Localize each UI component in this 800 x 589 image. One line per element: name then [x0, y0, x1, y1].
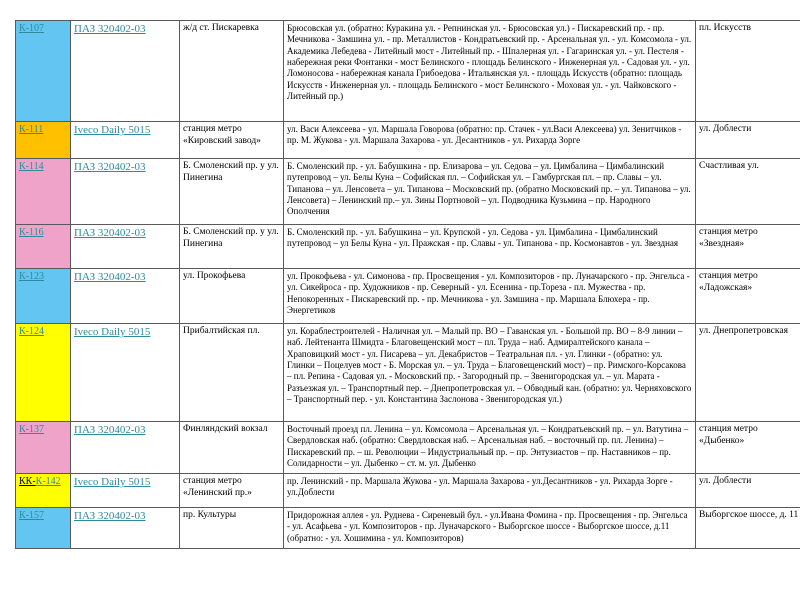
start-point-cell: ж/д ст. Пискаревка [180, 21, 284, 122]
start-point-cell: пр. Культуры [180, 508, 284, 549]
vehicle-model-link[interactable]: Iveco Daily 5015 [74, 476, 151, 488]
route-code-cell [16, 122, 71, 159]
end-point-cell: Выборгское шоссе, д. 11 [696, 508, 800, 549]
route-code-link[interactable]: К-124 [19, 326, 44, 337]
vehicle-model-cell [71, 225, 180, 269]
vehicle-model-cell [71, 21, 180, 122]
table-row [16, 508, 800, 549]
route-code-cell [16, 21, 71, 122]
table-row [16, 269, 800, 324]
route-code-cell [16, 508, 71, 549]
route-code-link[interactable]: К-157 [19, 510, 44, 521]
routes-table [15, 20, 800, 549]
end-point-cell: Счастливая ул. [696, 159, 800, 225]
vehicle-model-link[interactable]: ПАЗ 320402-03 [74, 227, 146, 239]
route-code-link[interactable]: К-142 [35, 476, 61, 487]
end-point-cell: ул. Доблести [696, 122, 800, 159]
vehicle-model-cell [71, 324, 180, 422]
route-description-cell: Брюсовская ул. (обратно: Куракина ул. - Репнинская ул. - Брюсовская ул.) - Пискаревский пр. - пр. Мечникова - Замшина ул. - пр. Металлистов - Кондратьевский пр. - Арсенальная ул. - ул. Комсомола - ул. Академика Лебедева - Литейный мост - Литейный пр. - Шпалерная ул. - Гагаринская ул. - ул. Пестеля - набережная реки Фонтанки - мост Белинского - площадь Белинского - Инженерная ул. - Садовая ул. - ул. Ломоносова - набережная канала Грибоедова - Итальянская ул. - площадь Искусств (обратно: площадь Искусств - Инженерная ул. - площадь Белинского - мост Белинского - Моховая ул. - ул. Чайковского - Литейный пр.) [284, 21, 696, 122]
start-point-cell: Б. Смоленский пр. у ул. Пинегина [180, 225, 284, 269]
end-point-cell: пл. Искусств [696, 21, 800, 122]
route-description-cell: Б. Смоленский пр. - ул. Бабушкина - пр. Елизарова – ул. Седова – ул. Цимбалина – Цимбалинский путепровод – ул. Белы Куна – Софийская пл. – Софийская ул. – Гамбургская пл. – пр. Славы – ул. Типанова – ул. Ленсовета – ул. Типанова – Московский пр. (обратно Московский пр. – ул. Типанова – ул. Ленсовета) – Ленинский пр.– ул. Зины Портновой – ул. Подводника Кузьмина – пр. Народного Ополчения [284, 159, 696, 225]
vehicle-model-cell [71, 474, 180, 508]
table-row [16, 422, 800, 474]
end-point-cell: ул. Днепропетровская [696, 324, 800, 422]
vehicle-model-cell [71, 269, 180, 324]
table-row [16, 324, 800, 422]
route-code-link[interactable]: К-123 [19, 271, 44, 282]
table-row [16, 225, 800, 269]
vehicle-model-cell [71, 159, 180, 225]
route-description-cell: ул. Васи Алексеева - ул. Маршала Говорова (обратно: пр. Стачек - ул.Васи Алексеева) ул. Зенитчиков - пр. М. Жукова - ул. Маршала Захарова - ул. Десантников - ул. Рихарда Зорге [284, 122, 696, 159]
route-code-link[interactable]: К-114 [19, 161, 44, 172]
start-point-cell: Прибалтийская пл. [180, 324, 284, 422]
route-description-cell: ул. Прокофьева - ул. Симонова - пр. Просвещения - ул. Композиторов - пр. Луначарского - пр. Энгельса - ул. Сикейроса - пр. Художников - пр. Северный - ул. Есенина - пр.Тореза - пл. Мужества - пр. Непокоренных - Пискаревский пр. - пр. Мечникова - ул. Замшина - пр. Маршала Блюхера - пр. Энергетиков [284, 269, 696, 324]
vehicle-model-link[interactable]: ПАЗ 320402-03 [74, 424, 146, 436]
vehicle-model-cell [71, 122, 180, 159]
route-code-cell [16, 225, 71, 269]
route-code-prefix: КК- [19, 476, 36, 487]
vehicle-model-link[interactable]: ПАЗ 320402-03 [74, 161, 146, 173]
route-code-cell [16, 159, 71, 225]
start-point-cell: станция метро «Ленинский пр.» [180, 474, 284, 508]
route-description-cell: ул. Кораблестроителей - Наличная ул. – Малый пр. ВО – Гаванская ул. - Большой пр. ВО – 8-9 линии – наб. Лейтенанта Шмидта - Благовещенский мост – пл. Труда – наб. Адмиралтейского канала – Храповицкий мост - ул. Писарева – ул. Декабристов – Театральная пл. - ул. Глинки - (обратно: ул. Глинки – Поцелуев мост - Б. Морская ул. – ул. Труда – Благовещенский мост) – пр. Римского-Корсакова – пл. Репина - Садовая ул. - Московский пр. - Загородный пр. – Звенигородская ул. – ул. Марата - Разъезжая ул. – Транспортный пер. – Днепропетровская ул. – Обводный кан. (обратно: ул. Черняховского – Транспортный пер. - ул. Константина Заслонова - Звенигородская ул.) [284, 324, 696, 422]
vehicle-model-link[interactable]: ПАЗ 320402-03 [74, 271, 146, 283]
start-point-cell: Финляндский вокзал [180, 422, 284, 474]
route-description-cell: Восточный проезд пл. Ленина – ул. Комсомола – Арсенальная ул. – Кондратьевский пр. – ул. Ватутина – Свердловская наб. (обратно: Свердловская наб. – Арсенальная наб. – восточный пр. пл. Ленина) – Пискаревский пр. – ш. Революции – Индустриальный пр. – пр. Энтузиастов – пр. Наставников – пр. Солидарности – ул. Дыбенко – ст. м. ул. Дыбенко [284, 422, 696, 474]
vehicle-model-link[interactable]: ПАЗ 320402-03 [74, 510, 146, 522]
start-point-cell: станция метро «Кировский завод» [180, 122, 284, 159]
vehicle-model-link[interactable]: Iveco Daily 5015 [74, 326, 151, 338]
route-description-cell: Придорожная аллея - ул. Руднева - Сиреневый бул. - ул.Ивана Фомина - пр. Просвещения - пр. Энгельса - ул. Асафьева - ул. Композиторов - пр. Луначарского - Выборгское шоссе - Выборгское шоссе, д.11 (обратно: - ул. Хошимина - ул. Композиторов) [284, 508, 696, 549]
end-point-cell: станция метро «Дыбенко» [696, 422, 800, 474]
end-point-cell: станция метро «Ладожская» [696, 269, 800, 324]
table-row [16, 122, 800, 159]
route-code-link[interactable]: К-111 [19, 124, 44, 135]
route-code-link[interactable]: К-107 [19, 23, 44, 34]
route-code-cell [16, 422, 71, 474]
end-point-cell: станция метро «Звездная» [696, 225, 800, 269]
table-row [16, 474, 800, 508]
table-row [16, 21, 800, 122]
route-code-cell [16, 474, 71, 508]
route-code-cell [16, 324, 71, 422]
route-description-cell: пр. Ленинский - пр. Маршала Жукова - ул. Маршала Захарова - ул.Десантников - ул. Рихарда Зорге - ул.Доблести [284, 474, 696, 508]
route-description-cell: Б. Смоленский пр. - ул. Бабушкина – ул. Крупской - ул. Седова - ул. Цимбалина - Цимбалинский путепровод – ул Белы Куна - ул. Пражская - пр. Славы - ул. Типанова - пр. Космонавтов - ул. Звездная [284, 225, 696, 269]
end-point-cell: ул. Доблести [696, 474, 800, 508]
start-point-cell: Б. Смоленский пр. у ул. Пинегина [180, 159, 284, 225]
route-code-cell [16, 269, 71, 324]
table-row [16, 159, 800, 225]
route-code-link[interactable]: К-137 [19, 424, 44, 435]
vehicle-model-cell [71, 422, 180, 474]
vehicle-model-link[interactable]: ПАЗ 320402-03 [74, 23, 146, 35]
vehicle-model-link[interactable]: Iveco Daily 5015 [74, 124, 151, 136]
vehicle-model-cell [71, 508, 180, 549]
route-code-link[interactable]: К-116 [19, 227, 44, 238]
start-point-cell: ул. Прокофьева [180, 269, 284, 324]
